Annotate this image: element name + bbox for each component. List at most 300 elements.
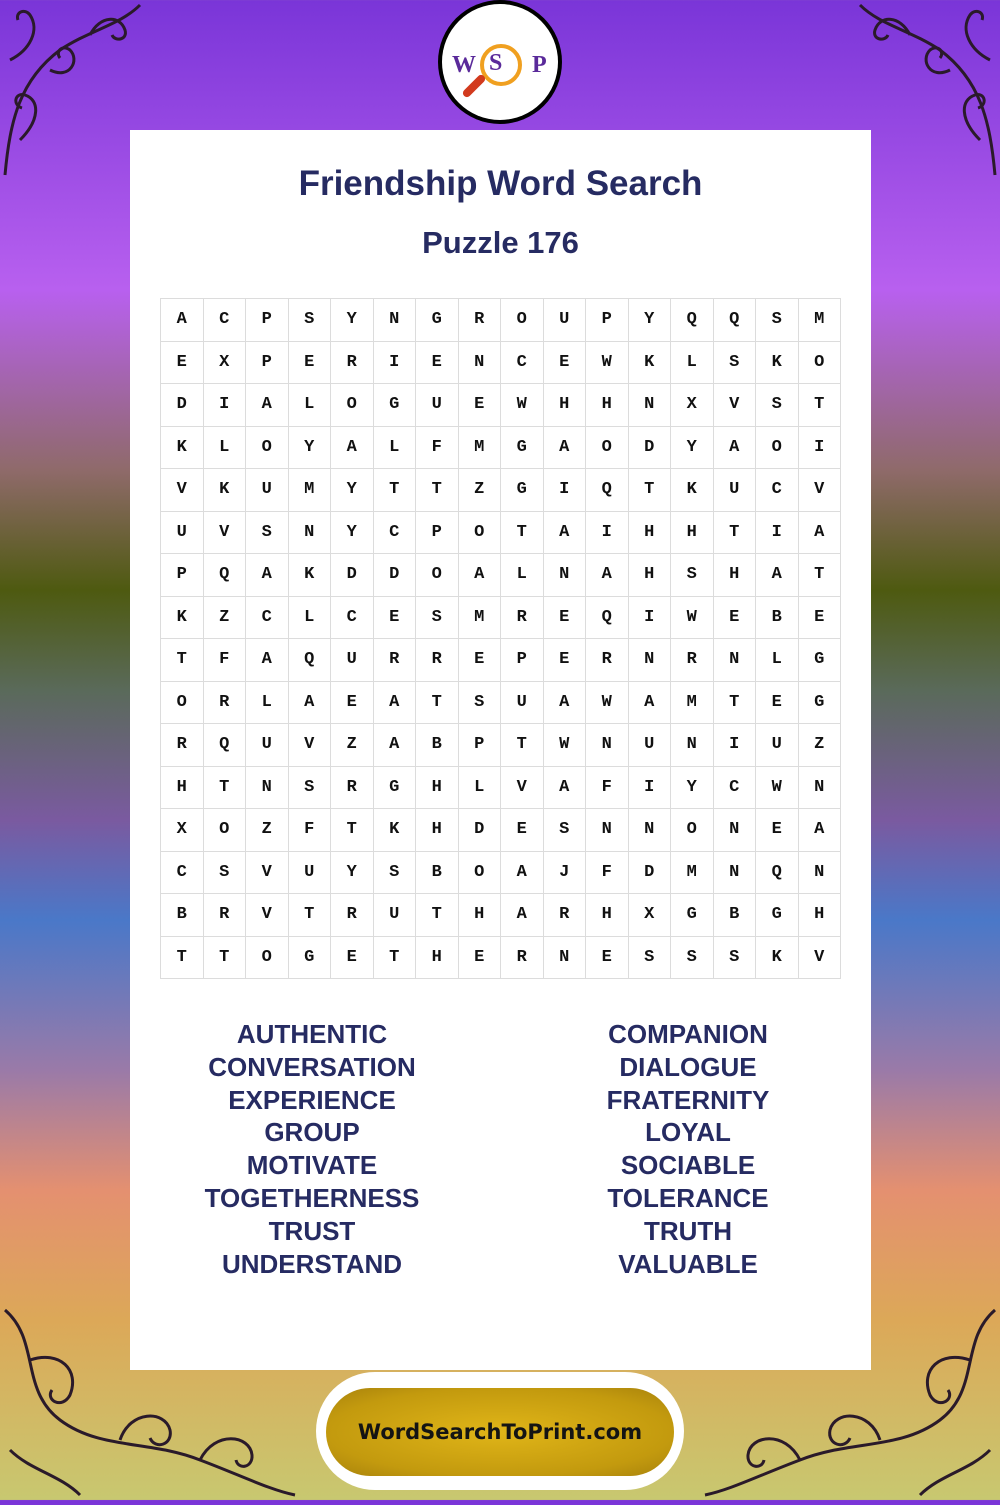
grid-cell[interactable]: Z: [798, 724, 841, 767]
grid-cell[interactable]: N: [628, 639, 671, 682]
word-item: VALUABLE: [618, 1248, 758, 1279]
grid-cell[interactable]: Y: [331, 511, 374, 554]
word-item: AUTHENTIC: [236, 1019, 388, 1049]
grid-row: [161, 851, 841, 894]
grid-cell[interactable]: A: [798, 511, 841, 554]
word-item: CONVERSATION: [208, 1051, 416, 1082]
logo-letter-w: W: [452, 52, 476, 78]
grid-cell[interactable]: S: [246, 511, 289, 554]
grid-cell[interactable]: E: [756, 681, 799, 724]
grid-cell[interactable]: F: [203, 639, 246, 682]
grid-cell[interactable]: U: [628, 724, 671, 767]
grid-cell[interactable]: T: [373, 469, 416, 512]
grid-cell[interactable]: N: [628, 809, 671, 852]
grid-cell[interactable]: Q: [203, 554, 246, 597]
grid-row: [161, 639, 841, 682]
grid-row: [161, 596, 841, 639]
grid-cell[interactable]: R: [203, 681, 246, 724]
grid-cell[interactable]: F: [586, 851, 629, 894]
grid-cell[interactable]: B: [161, 894, 204, 937]
grid-cell[interactable]: A: [543, 511, 586, 554]
grid-row: [161, 554, 841, 597]
grid-cell[interactable]: F: [586, 766, 629, 809]
grid-cell[interactable]: I: [203, 384, 246, 427]
grid-cell[interactable]: A: [288, 681, 331, 724]
grid-cell[interactable]: Y: [671, 766, 714, 809]
grid-cell[interactable]: G: [671, 894, 714, 937]
grid-cell[interactable]: T: [501, 724, 544, 767]
grid-cell[interactable]: S: [713, 341, 756, 384]
grid-cell[interactable]: T: [373, 936, 416, 979]
grid-cell[interactable]: E: [331, 681, 374, 724]
grid-cell[interactable]: U: [246, 724, 289, 767]
grid-cell[interactable]: A: [798, 809, 841, 852]
grid-cell[interactable]: A: [543, 766, 586, 809]
grid-cell[interactable]: C: [756, 469, 799, 512]
grid-cell[interactable]: X: [203, 341, 246, 384]
grid-cell[interactable]: S: [288, 766, 331, 809]
grid-cell[interactable]: U: [416, 384, 459, 427]
grid-cell[interactable]: E: [543, 341, 586, 384]
word-item: TRUST: [268, 1215, 356, 1246]
grid-cell[interactable]: A: [501, 851, 544, 894]
puzzle-card: [130, 130, 871, 1370]
grid-cell[interactable]: R: [458, 299, 501, 342]
grid-cell[interactable]: D: [458, 809, 501, 852]
grid-cell[interactable]: P: [501, 639, 544, 682]
grid-cell[interactable]: T: [798, 384, 841, 427]
grid-cell[interactable]: C: [373, 511, 416, 554]
grid-cell[interactable]: M: [288, 469, 331, 512]
grid-cell[interactable]: W: [586, 681, 629, 724]
grid-cell[interactable]: O: [246, 426, 289, 469]
grid-cell[interactable]: W: [501, 384, 544, 427]
grid-cell[interactable]: V: [246, 894, 289, 937]
grid-cell[interactable]: U: [543, 299, 586, 342]
grid-cell[interactable]: K: [161, 426, 204, 469]
site-banner: [316, 1372, 684, 1490]
grid-cell[interactable]: M: [671, 851, 714, 894]
grid-cell[interactable]: P: [246, 341, 289, 384]
grid-cell[interactable]: T: [416, 469, 459, 512]
grid-cell[interactable]: G: [373, 384, 416, 427]
grid-cell[interactable]: O: [416, 554, 459, 597]
grid-cell[interactable]: T: [798, 554, 841, 597]
grid-cell[interactable]: T: [161, 936, 204, 979]
grid-cell[interactable]: Z: [331, 724, 374, 767]
grid-cell[interactable]: E: [543, 596, 586, 639]
grid-cell[interactable]: A: [458, 554, 501, 597]
grid-cell[interactable]: E: [543, 639, 586, 682]
grid-cell[interactable]: D: [161, 384, 204, 427]
grid-row: [161, 384, 841, 427]
grid-cell[interactable]: N: [671, 724, 714, 767]
grid-cell[interactable]: U: [373, 894, 416, 937]
grid-cell[interactable]: M: [458, 426, 501, 469]
grid-cell[interactable]: N: [543, 936, 586, 979]
grid-cell[interactable]: S: [458, 681, 501, 724]
grid-cell[interactable]: S: [671, 936, 714, 979]
grid-cell[interactable]: I: [628, 766, 671, 809]
grid-cell[interactable]: A: [586, 554, 629, 597]
word-item: LOYAL: [645, 1117, 731, 1148]
grid-cell[interactable]: U: [756, 724, 799, 767]
grid-cell[interactable]: G: [288, 936, 331, 979]
grid-cell[interactable]: K: [203, 469, 246, 512]
word-item: COMPANION: [608, 1019, 768, 1049]
grid-cell[interactable]: T: [331, 809, 374, 852]
grid-cell[interactable]: L: [288, 384, 331, 427]
grid-row: [161, 681, 841, 724]
grid-cell[interactable]: B: [416, 724, 459, 767]
grid-cell[interactable]: E: [416, 341, 459, 384]
grid-cell[interactable]: I: [713, 724, 756, 767]
grid-cell[interactable]: L: [203, 426, 246, 469]
grid-cell[interactable]: Z: [246, 809, 289, 852]
grid-cell[interactable]: S: [543, 809, 586, 852]
grid-cell[interactable]: N: [628, 384, 671, 427]
grid-cell[interactable]: C: [203, 299, 246, 342]
grid-cell[interactable]: S: [288, 299, 331, 342]
grid-cell[interactable]: E: [586, 936, 629, 979]
word-item: SOCIABLE: [620, 1150, 756, 1181]
grid-cell[interactable]: P: [458, 724, 501, 767]
grid-cell[interactable]: F: [288, 809, 331, 852]
grid-cell[interactable]: O: [798, 341, 841, 384]
grid-cell[interactable]: P: [416, 511, 459, 554]
grid-row: [161, 469, 841, 512]
grid-cell[interactable]: T: [501, 511, 544, 554]
grid-cell[interactable]: V: [288, 724, 331, 767]
corner-ornament-top-right: [850, 0, 1000, 180]
site-logo: [438, 0, 562, 124]
grid-cell[interactable]: Y: [628, 299, 671, 342]
grid-row: [161, 341, 841, 384]
grid-cell[interactable]: T: [288, 894, 331, 937]
grid-cell[interactable]: O: [586, 426, 629, 469]
grid-row: [161, 299, 841, 342]
grid-cell[interactable]: A: [373, 681, 416, 724]
grid-cell[interactable]: T: [713, 681, 756, 724]
grid-cell[interactable]: E: [458, 639, 501, 682]
puzzle-number: Puzzle 176: [422, 225, 579, 260]
grid-cell[interactable]: N: [458, 341, 501, 384]
grid-cell[interactable]: W: [671, 596, 714, 639]
grid-cell[interactable]: E: [458, 936, 501, 979]
grid-cell[interactable]: A: [373, 724, 416, 767]
grid-cell[interactable]: E: [331, 936, 374, 979]
grid-cell[interactable]: E: [373, 596, 416, 639]
grid-cell[interactable]: S: [203, 851, 246, 894]
word-list-left: [162, 1018, 462, 1280]
grid-cell[interactable]: K: [756, 936, 799, 979]
grid-cell[interactable]: L: [671, 341, 714, 384]
grid-cell[interactable]: L: [246, 681, 289, 724]
grid-cell[interactable]: E: [756, 809, 799, 852]
grid-cell[interactable]: G: [756, 894, 799, 937]
grid-cell[interactable]: V: [798, 936, 841, 979]
grid-cell[interactable]: E: [798, 596, 841, 639]
grid-cell[interactable]: Y: [331, 469, 374, 512]
grid-cell[interactable]: S: [756, 299, 799, 342]
grid-cell[interactable]: R: [671, 639, 714, 682]
word-list-right: [538, 1018, 838, 1280]
grid-cell[interactable]: D: [628, 851, 671, 894]
grid-cell[interactable]: G: [798, 681, 841, 724]
grid-cell[interactable]: H: [416, 936, 459, 979]
grid-cell[interactable]: Y: [331, 851, 374, 894]
grid-cell[interactable]: Q: [203, 724, 246, 767]
grid-cell[interactable]: R: [586, 639, 629, 682]
grid-cell[interactable]: A: [246, 639, 289, 682]
grid-cell[interactable]: H: [628, 511, 671, 554]
grid-cell[interactable]: Z: [458, 469, 501, 512]
grid-cell[interactable]: P: [161, 554, 204, 597]
grid-cell[interactable]: L: [288, 596, 331, 639]
grid-cell[interactable]: N: [288, 511, 331, 554]
grid-cell[interactable]: S: [416, 596, 459, 639]
grid-cell[interactable]: R: [161, 724, 204, 767]
grid-cell[interactable]: H: [713, 554, 756, 597]
word-item: UNDERSTAND: [221, 1248, 403, 1279]
grid-cell[interactable]: R: [543, 894, 586, 937]
grid-cell[interactable]: N: [373, 299, 416, 342]
grid-cell[interactable]: U: [246, 469, 289, 512]
grid-cell[interactable]: S: [628, 936, 671, 979]
grid-cell[interactable]: N: [798, 851, 841, 894]
grid-cell[interactable]: U: [331, 639, 374, 682]
grid-cell[interactable]: O: [501, 299, 544, 342]
grid-cell[interactable]: N: [713, 851, 756, 894]
corner-ornament-top-left: [0, 0, 150, 180]
grid-cell[interactable]: O: [458, 511, 501, 554]
grid-cell[interactable]: C: [161, 851, 204, 894]
grid-cell[interactable]: H: [543, 384, 586, 427]
grid-cell[interactable]: M: [458, 596, 501, 639]
grid-cell[interactable]: V: [161, 469, 204, 512]
grid-cell[interactable]: W: [756, 766, 799, 809]
grid-cell[interactable]: Y: [671, 426, 714, 469]
grid-cell[interactable]: A: [756, 554, 799, 597]
grid-cell[interactable]: R: [501, 936, 544, 979]
word-item: MOTIVATE: [246, 1150, 378, 1181]
grid-cell[interactable]: Y: [331, 299, 374, 342]
grid-cell[interactable]: A: [246, 384, 289, 427]
grid-row: [161, 511, 841, 554]
grid-cell[interactable]: L: [458, 766, 501, 809]
grid-cell[interactable]: A: [543, 681, 586, 724]
grid-cell[interactable]: H: [416, 766, 459, 809]
letter-grid: [160, 298, 841, 979]
grid-cell[interactable]: I: [543, 469, 586, 512]
grid-cell[interactable]: F: [416, 426, 459, 469]
grid-cell[interactable]: V: [246, 851, 289, 894]
grid-cell[interactable]: S: [756, 384, 799, 427]
grid-cell[interactable]: V: [713, 384, 756, 427]
grid-cell[interactable]: E: [458, 384, 501, 427]
grid-cell[interactable]: W: [586, 341, 629, 384]
grid-cell[interactable]: D: [331, 554, 374, 597]
grid-cell[interactable]: G: [798, 639, 841, 682]
grid-cell[interactable]: G: [501, 469, 544, 512]
grid-cell[interactable]: P: [246, 299, 289, 342]
grid-cell[interactable]: S: [373, 851, 416, 894]
grid-cell[interactable]: A: [161, 299, 204, 342]
grid-cell[interactable]: V: [501, 766, 544, 809]
grid-cell[interactable]: Q: [586, 596, 629, 639]
grid-cell[interactable]: R: [331, 766, 374, 809]
grid-cell[interactable]: V: [203, 511, 246, 554]
grid-cell[interactable]: U: [288, 851, 331, 894]
grid-cell[interactable]: H: [586, 894, 629, 937]
grid-cell[interactable]: A: [246, 554, 289, 597]
grid-cell[interactable]: G: [373, 766, 416, 809]
grid-cell[interactable]: I: [628, 596, 671, 639]
grid-cell[interactable]: K: [288, 554, 331, 597]
grid-cell[interactable]: O: [246, 936, 289, 979]
grid-cell[interactable]: Q: [756, 851, 799, 894]
grid-cell[interactable]: H: [161, 766, 204, 809]
word-item: EXPERIENCE: [228, 1084, 396, 1115]
grid-cell[interactable]: T: [713, 511, 756, 554]
grid-cell[interactable]: O: [331, 384, 374, 427]
grid-cell[interactable]: I: [586, 511, 629, 554]
grid-cell[interactable]: R: [501, 596, 544, 639]
grid-cell[interactable]: V: [798, 469, 841, 512]
grid-cell[interactable]: N: [713, 809, 756, 852]
grid-cell[interactable]: N: [798, 766, 841, 809]
grid-cell[interactable]: X: [161, 809, 204, 852]
grid-cell[interactable]: N: [586, 724, 629, 767]
grid-cell[interactable]: I: [373, 341, 416, 384]
grid-cell[interactable]: S: [671, 554, 714, 597]
grid-cell[interactable]: M: [798, 299, 841, 342]
grid-cell[interactable]: X: [628, 894, 671, 937]
grid-cell[interactable]: E: [288, 341, 331, 384]
grid-cell[interactable]: K: [628, 341, 671, 384]
grid-cell[interactable]: A: [713, 426, 756, 469]
grid-cell[interactable]: G: [416, 299, 459, 342]
grid-cell[interactable]: W: [543, 724, 586, 767]
grid-cell[interactable]: M: [671, 681, 714, 724]
grid-cell[interactable]: A: [501, 894, 544, 937]
grid-cell[interactable]: U: [161, 511, 204, 554]
grid-cell[interactable]: J: [543, 851, 586, 894]
grid-cell[interactable]: C: [713, 766, 756, 809]
grid-cell[interactable]: C: [501, 341, 544, 384]
grid-cell[interactable]: H: [416, 809, 459, 852]
grid-cell[interactable]: C: [331, 596, 374, 639]
grid-cell[interactable]: L: [756, 639, 799, 682]
grid-cell[interactable]: O: [161, 681, 204, 724]
grid-cell[interactable]: K: [373, 809, 416, 852]
grid-cell[interactable]: T: [203, 936, 246, 979]
grid-cell[interactable]: U: [713, 469, 756, 512]
grid-row: [161, 426, 841, 469]
grid-cell[interactable]: B: [416, 851, 459, 894]
grid-cell[interactable]: A: [628, 681, 671, 724]
grid-cell[interactable]: K: [161, 596, 204, 639]
grid-cell[interactable]: Q: [288, 639, 331, 682]
grid-cell[interactable]: O: [756, 426, 799, 469]
grid-cell[interactable]: T: [161, 639, 204, 682]
grid-cell[interactable]: H: [458, 894, 501, 937]
grid-cell[interactable]: E: [501, 809, 544, 852]
grid-cell[interactable]: R: [203, 894, 246, 937]
grid-cell[interactable]: K: [671, 469, 714, 512]
grid-cell[interactable]: K: [756, 341, 799, 384]
site-url-link[interactable]: WordSearchToPrint.com: [357, 1420, 643, 1444]
grid-cell[interactable]: S: [713, 936, 756, 979]
grid-cell[interactable]: Q: [671, 299, 714, 342]
grid-row: [161, 766, 841, 809]
grid-cell[interactable]: D: [628, 426, 671, 469]
puzzle-title: Friendship Word Search: [298, 164, 703, 203]
grid-cell[interactable]: N: [246, 766, 289, 809]
grid-cell[interactable]: Y: [288, 426, 331, 469]
grid-cell[interactable]: I: [798, 426, 841, 469]
grid-cell[interactable]: Q: [713, 299, 756, 342]
grid-cell[interactable]: N: [713, 639, 756, 682]
grid-cell[interactable]: T: [416, 681, 459, 724]
grid-cell[interactable]: U: [501, 681, 544, 724]
grid-cell[interactable]: L: [501, 554, 544, 597]
grid-cell[interactable]: G: [501, 426, 544, 469]
grid-cell[interactable]: A: [331, 426, 374, 469]
grid-cell[interactable]: E: [713, 596, 756, 639]
word-item: TOGETHERNESS: [204, 1182, 420, 1213]
grid-cell[interactable]: O: [458, 851, 501, 894]
grid-cell[interactable]: H: [628, 554, 671, 597]
grid-cell[interactable]: Q: [586, 469, 629, 512]
grid-cell[interactable]: L: [373, 426, 416, 469]
word-item: TOLERANCE: [607, 1182, 769, 1213]
word-item: DIALOGUE: [619, 1051, 757, 1082]
grid-cell[interactable]: N: [543, 554, 586, 597]
grid-cell[interactable]: B: [713, 894, 756, 937]
grid-cell[interactable]: H: [586, 384, 629, 427]
grid-cell[interactable]: T: [416, 894, 459, 937]
grid-cell[interactable]: C: [246, 596, 289, 639]
grid-cell[interactable]: X: [671, 384, 714, 427]
grid-cell[interactable]: Z: [203, 596, 246, 639]
grid-cell[interactable]: A: [543, 426, 586, 469]
grid-row: [161, 809, 841, 852]
grid-row: [161, 894, 841, 937]
grid-cell[interactable]: O: [671, 809, 714, 852]
grid-cell[interactable]: D: [373, 554, 416, 597]
grid-cell[interactable]: I: [756, 511, 799, 554]
grid-cell[interactable]: H: [798, 894, 841, 937]
word-item: FRATERNITY: [606, 1084, 770, 1115]
grid-cell[interactable]: R: [373, 639, 416, 682]
grid-cell[interactable]: N: [586, 809, 629, 852]
grid-cell[interactable]: P: [586, 299, 629, 342]
grid-cell[interactable]: R: [331, 341, 374, 384]
grid-cell[interactable]: T: [203, 766, 246, 809]
grid-cell[interactable]: E: [161, 341, 204, 384]
grid-cell[interactable]: O: [203, 809, 246, 852]
grid-cell[interactable]: R: [416, 639, 459, 682]
logo-letter-p: P: [532, 52, 547, 78]
grid-row: [161, 936, 841, 979]
grid-cell[interactable]: B: [756, 596, 799, 639]
grid-cell[interactable]: R: [331, 894, 374, 937]
grid-cell[interactable]: H: [671, 511, 714, 554]
grid-row: [161, 724, 841, 767]
grid-cell[interactable]: T: [628, 469, 671, 512]
word-item: GROUP: [264, 1117, 360, 1148]
